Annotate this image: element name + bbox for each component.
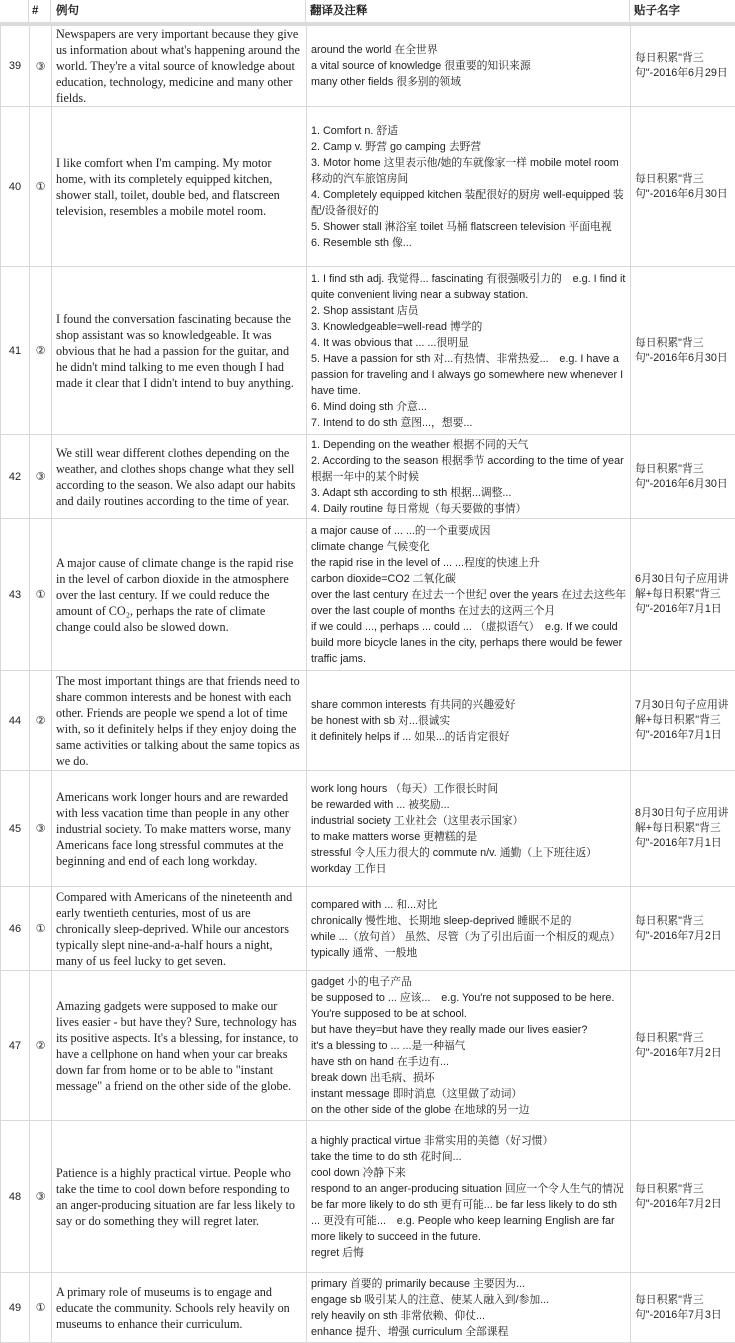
row-mark: ③	[30, 26, 52, 107]
translation-notes	[307, 671, 631, 771]
example-sentence: A primary role of museums is to engage and educate the community. Schools rely heavily on museums to enhance their curriculum.	[52, 1273, 307, 1343]
row-number: 45	[1, 771, 30, 887]
note-line: it's a blessing to ... ...是一种福气	[311, 1038, 626, 1054]
row-mark: ①	[30, 1273, 52, 1343]
note-line: the rapid rise in the level of ... ...程度的快速上升	[311, 555, 626, 571]
note-line: cool down 冷静下来	[311, 1165, 626, 1181]
row-mark: ③	[30, 771, 52, 887]
note-line: be rewarded with ... 被奖励...	[311, 797, 626, 813]
sentence-table	[0, 25, 735, 1343]
row-number: 49	[1, 1273, 30, 1343]
note-line: around the world 在全世界	[311, 42, 626, 58]
translation-notes	[307, 1273, 631, 1343]
table-row	[1, 1273, 735, 1343]
row-mark: ①	[30, 107, 52, 267]
note-line: compared with ... 和...对比	[311, 897, 626, 913]
note-line: be supposed to ... 应该... e.g. You're not supposed to be here. You're supposed to be at school.	[311, 990, 626, 1022]
note-line: to make matters worse 更糟糕的是	[311, 829, 626, 845]
note-line: 6. Mind doing sth 介意...	[311, 399, 626, 415]
table-row	[1, 671, 735, 771]
example-sentence: I like comfort when I'm camping. My motor home, with its completely equipped kitchen, shower stall, toilet, double bed, and flatscreen television, resembles a mobile motel room.	[52, 107, 307, 267]
translation-notes	[307, 971, 631, 1121]
post-name: 每日积累"背三句"-2016年6月30日	[631, 435, 735, 519]
note-line: typically 通常、一般地	[311, 945, 626, 961]
table-header	[0, 0, 735, 25]
table-row	[1, 971, 735, 1121]
row-mark: ②	[30, 971, 52, 1121]
table-row	[1, 771, 735, 887]
translation-notes	[307, 1121, 631, 1273]
post-name: 每日积累"背三句"-2016年7月2日	[631, 887, 735, 971]
post-name: 每日积累"背三句"-2016年6月30日	[631, 107, 735, 267]
row-mark: ①	[30, 887, 52, 971]
header-num: #	[28, 0, 50, 22]
header-translation: 翻译及注释	[306, 0, 626, 22]
note-line: 5. Shower stall 淋浴室 toilet 马桶 flatscreen television 平面电视	[311, 219, 626, 235]
row-number: 42	[1, 435, 30, 519]
note-line: 3. Motor home 这里表示他/她的车就像家一样 mobile motel room 移动的汽车旅馆房间	[311, 155, 626, 187]
table-row	[1, 887, 735, 971]
translation-notes	[307, 107, 631, 267]
row-number: 48	[1, 1121, 30, 1273]
note-line: a major cause of ... ...的一个重要成因	[311, 523, 626, 539]
note-line: regret 后悔	[311, 1245, 626, 1261]
note-line: be honest with sb 对...很诚实	[311, 713, 626, 729]
note-line: 1. Comfort n. 舒适	[311, 123, 626, 139]
note-line: work long hours （每天）工作很长时间	[311, 781, 626, 797]
header-post: 贴子名字	[630, 0, 730, 22]
example-sentence: Compared with Americans of the nineteenth and early twentieth centuries, most of us are chronically sleep-deprived. While our ancestors typically slept nine-and-a-half hours a night, many of us feel lucky to get seven.	[52, 887, 307, 971]
translation-notes	[307, 435, 631, 519]
row-number: 46	[1, 887, 30, 971]
note-line: 1. Depending on the weather 根据不同的天气	[311, 437, 626, 453]
row-number: 47	[1, 971, 30, 1121]
note-line: stressful 令人压力很大的 commute n/v. 通勤（上下班往返）	[311, 845, 626, 861]
example-sentence: Amazing gadgets were supposed to make our lives easier - but have they? Sure, technology has its positive aspects. It's a blessing, for instance, to have a cellphone on hand when your car breaks down far from home or to be able to "instant message" a friend on the other side of the globe.	[52, 971, 307, 1121]
row-mark: ②	[30, 671, 52, 771]
note-line: 2. Camp v. 野营 go camping 去野营	[311, 139, 626, 155]
note-line: if we could ..., perhaps ... could ... （虚拟语气） e.g. If we could build more bicycle lanes in the city, perhaps there would be fewer traffic jams.	[311, 619, 626, 667]
note-line: 4. It was obvious that ... ...很明显	[311, 335, 626, 351]
post-name: 8月30日句子应用讲解+每日积累"背三句"-2016年7月1日	[631, 771, 735, 887]
note-line: rely heavily on sth 非常依赖、仰仗...	[311, 1308, 626, 1324]
note-line: engage sb 吸引某人的注意、使某人融入到/参加...	[311, 1292, 626, 1308]
post-name: 每日积累"背三句"-2016年7月2日	[631, 971, 735, 1121]
translation-notes	[307, 519, 631, 671]
row-number: 44	[1, 671, 30, 771]
note-line: but have they=but have they really made our lives easier?	[311, 1022, 626, 1038]
note-line: gadget 小的电子产品	[311, 974, 626, 990]
note-line: on the other side of the globe 在地球的另一边	[311, 1102, 626, 1118]
row-mark: ①	[30, 519, 52, 671]
example-sentence: Newspapers are very important because they give us information about what's happening around the world. They're a vital source of knowledge about education, technology, medicine and many other fields.	[52, 26, 307, 107]
note-line: instant message 即时消息（这里做了动词）	[311, 1086, 626, 1102]
note-line: carbon dioxide=CO2 二氧化碳	[311, 571, 626, 587]
note-line: 4. Daily routine 每日常规（每天要做的事情）	[311, 501, 626, 517]
note-line: be far more likely to do sth 更有可能... be far less likely to do sth ... 更没有可能... e.g. People who keep learning English are far more likely to succeed in the future.	[311, 1197, 626, 1245]
row-mark: ②	[30, 267, 52, 435]
note-line: workday 工作日	[311, 861, 626, 877]
example-sentence: Patience is a highly practical virtue. People who take the time to cool down before responding to an anger-producing situation are far less likely to say or do something they will regret later.	[52, 1121, 307, 1273]
example-sentence: A major cause of climate change is the rapid rise in the level of carbon dioxide in the atmosphere over the last century. If we could reduce the amount of CO₂, perhaps the rate of climate change could also be slowed down.	[52, 519, 307, 671]
row-mark: ③	[30, 1121, 52, 1273]
post-name: 每日积累"背三句"-2016年7月2日	[631, 1121, 735, 1273]
note-line: respond to an anger-producing situation 回应一个令人生气的情况	[311, 1181, 626, 1197]
row-number: 39	[1, 26, 30, 107]
note-line: take the time to do sth 花时间...	[311, 1149, 626, 1165]
table-row	[1, 1121, 735, 1273]
note-line: share common interests 有共同的兴趣爱好	[311, 697, 626, 713]
note-line: 4. Completely equipped kitchen 装配很好的厨房 well-equipped 装配/设备很好的	[311, 187, 626, 219]
table-row	[1, 107, 735, 267]
note-line: 3. Knowledgeable=well-read 博学的	[311, 319, 626, 335]
example-sentence: The most important things are that friends need to share common interests and be honest with each other. Friends are people we spend a lot of time with, so it definitely helps if they enjoy doing the same activities or talking about the same topics as we do.	[52, 671, 307, 771]
table-row	[1, 519, 735, 671]
note-line: break down 出毛病、损坏	[311, 1070, 626, 1086]
note-line: 2. Shop assistant 店员	[311, 303, 626, 319]
translation-notes	[307, 771, 631, 887]
post-name: 6月30日句子应用讲解+每日积累"背三句"-2016年7月1日	[631, 519, 735, 671]
table-row	[1, 26, 735, 107]
note-line: climate change 气候变化	[311, 539, 626, 555]
translation-notes	[307, 887, 631, 971]
row-number: 41	[1, 267, 30, 435]
post-name: 每日积累"背三句"-2016年6月29日	[631, 26, 735, 107]
example-sentence: Americans work longer hours and are rewarded with less vacation time than people in any other industrial society. To make matters worse, many Americans face long stressful commutes at the beginning and end of each long workday.	[52, 771, 307, 887]
translation-notes	[307, 267, 631, 435]
post-name: 每日积累"背三句"-2016年6月30日	[631, 267, 735, 435]
note-line: 5. Have a passion for sth 对...有热情、非常热爱... e.g. I have a passion for traveling and I always go somewhere new whenever I have time.	[311, 351, 626, 399]
post-name: 每日积累"背三句"-2016年7月3日	[631, 1273, 735, 1343]
note-line: it definitely helps if ... 如果...的话肯定很好	[311, 729, 626, 745]
note-line: many other fields 很多别的领域	[311, 74, 626, 90]
note-line: a vital source of knowledge 很重要的知识来源	[311, 58, 626, 74]
header-example: 例句	[52, 0, 302, 22]
table-row	[1, 435, 735, 519]
note-line: while ...（放句首） 虽然、尽管（为了引出后面一个相反的观点）	[311, 929, 626, 945]
row-number: 40	[1, 107, 30, 267]
table-row	[1, 267, 735, 435]
note-line: a highly practical virtue 非常实用的美德（好习惯）	[311, 1133, 626, 1149]
note-line: industrial society 工业社会（这里表示国家）	[311, 813, 626, 829]
note-line: 3. Adapt sth according to sth 根据...调整...	[311, 485, 626, 501]
example-sentence: We still wear different clothes depending on the weather, and clothes shops change what they sell according to the season. We also adapt our habits and daily routines according to the time of year.	[52, 435, 307, 519]
row-mark: ③	[30, 435, 52, 519]
note-line: 6. Resemble sth 像...	[311, 235, 626, 251]
note-line: over the last century 在过去一个世纪 over the years 在过去这些年 over the last couple of months 在过去的这两三个月	[311, 587, 626, 619]
note-line: 1. I find sth adj. 我觉得... fascinating 有很强吸引力的 e.g. I find it quite convenient living near a subway station.	[311, 271, 626, 303]
note-line: enhance 提升、增强 curriculum 全部课程	[311, 1324, 626, 1340]
note-line: chronically 慢性地、长期地 sleep-deprived 睡眠不足的	[311, 913, 626, 929]
note-line: 7. Intend to do sth 意图...，想要...	[311, 415, 626, 431]
note-line: primary 首要的 primarily because 主要因为...	[311, 1276, 626, 1292]
note-line: 2. According to the season 根据季节 according to the time of year 根据一年中的某个时候	[311, 453, 626, 485]
translation-notes	[307, 26, 631, 107]
note-line: have sth on hand 在手边有...	[311, 1054, 626, 1070]
example-sentence: I found the conversation fascinating because the shop assistant was so knowledgeable. It was obvious that he had a passion for the guitar, and he didn't mind talking to me even though I had made it clear that I didn't intend to buy anything.	[52, 267, 307, 435]
row-number: 43	[1, 519, 30, 671]
post-name: 7月30日句子应用讲解+每日积累"背三句"-2016年7月1日	[631, 671, 735, 771]
